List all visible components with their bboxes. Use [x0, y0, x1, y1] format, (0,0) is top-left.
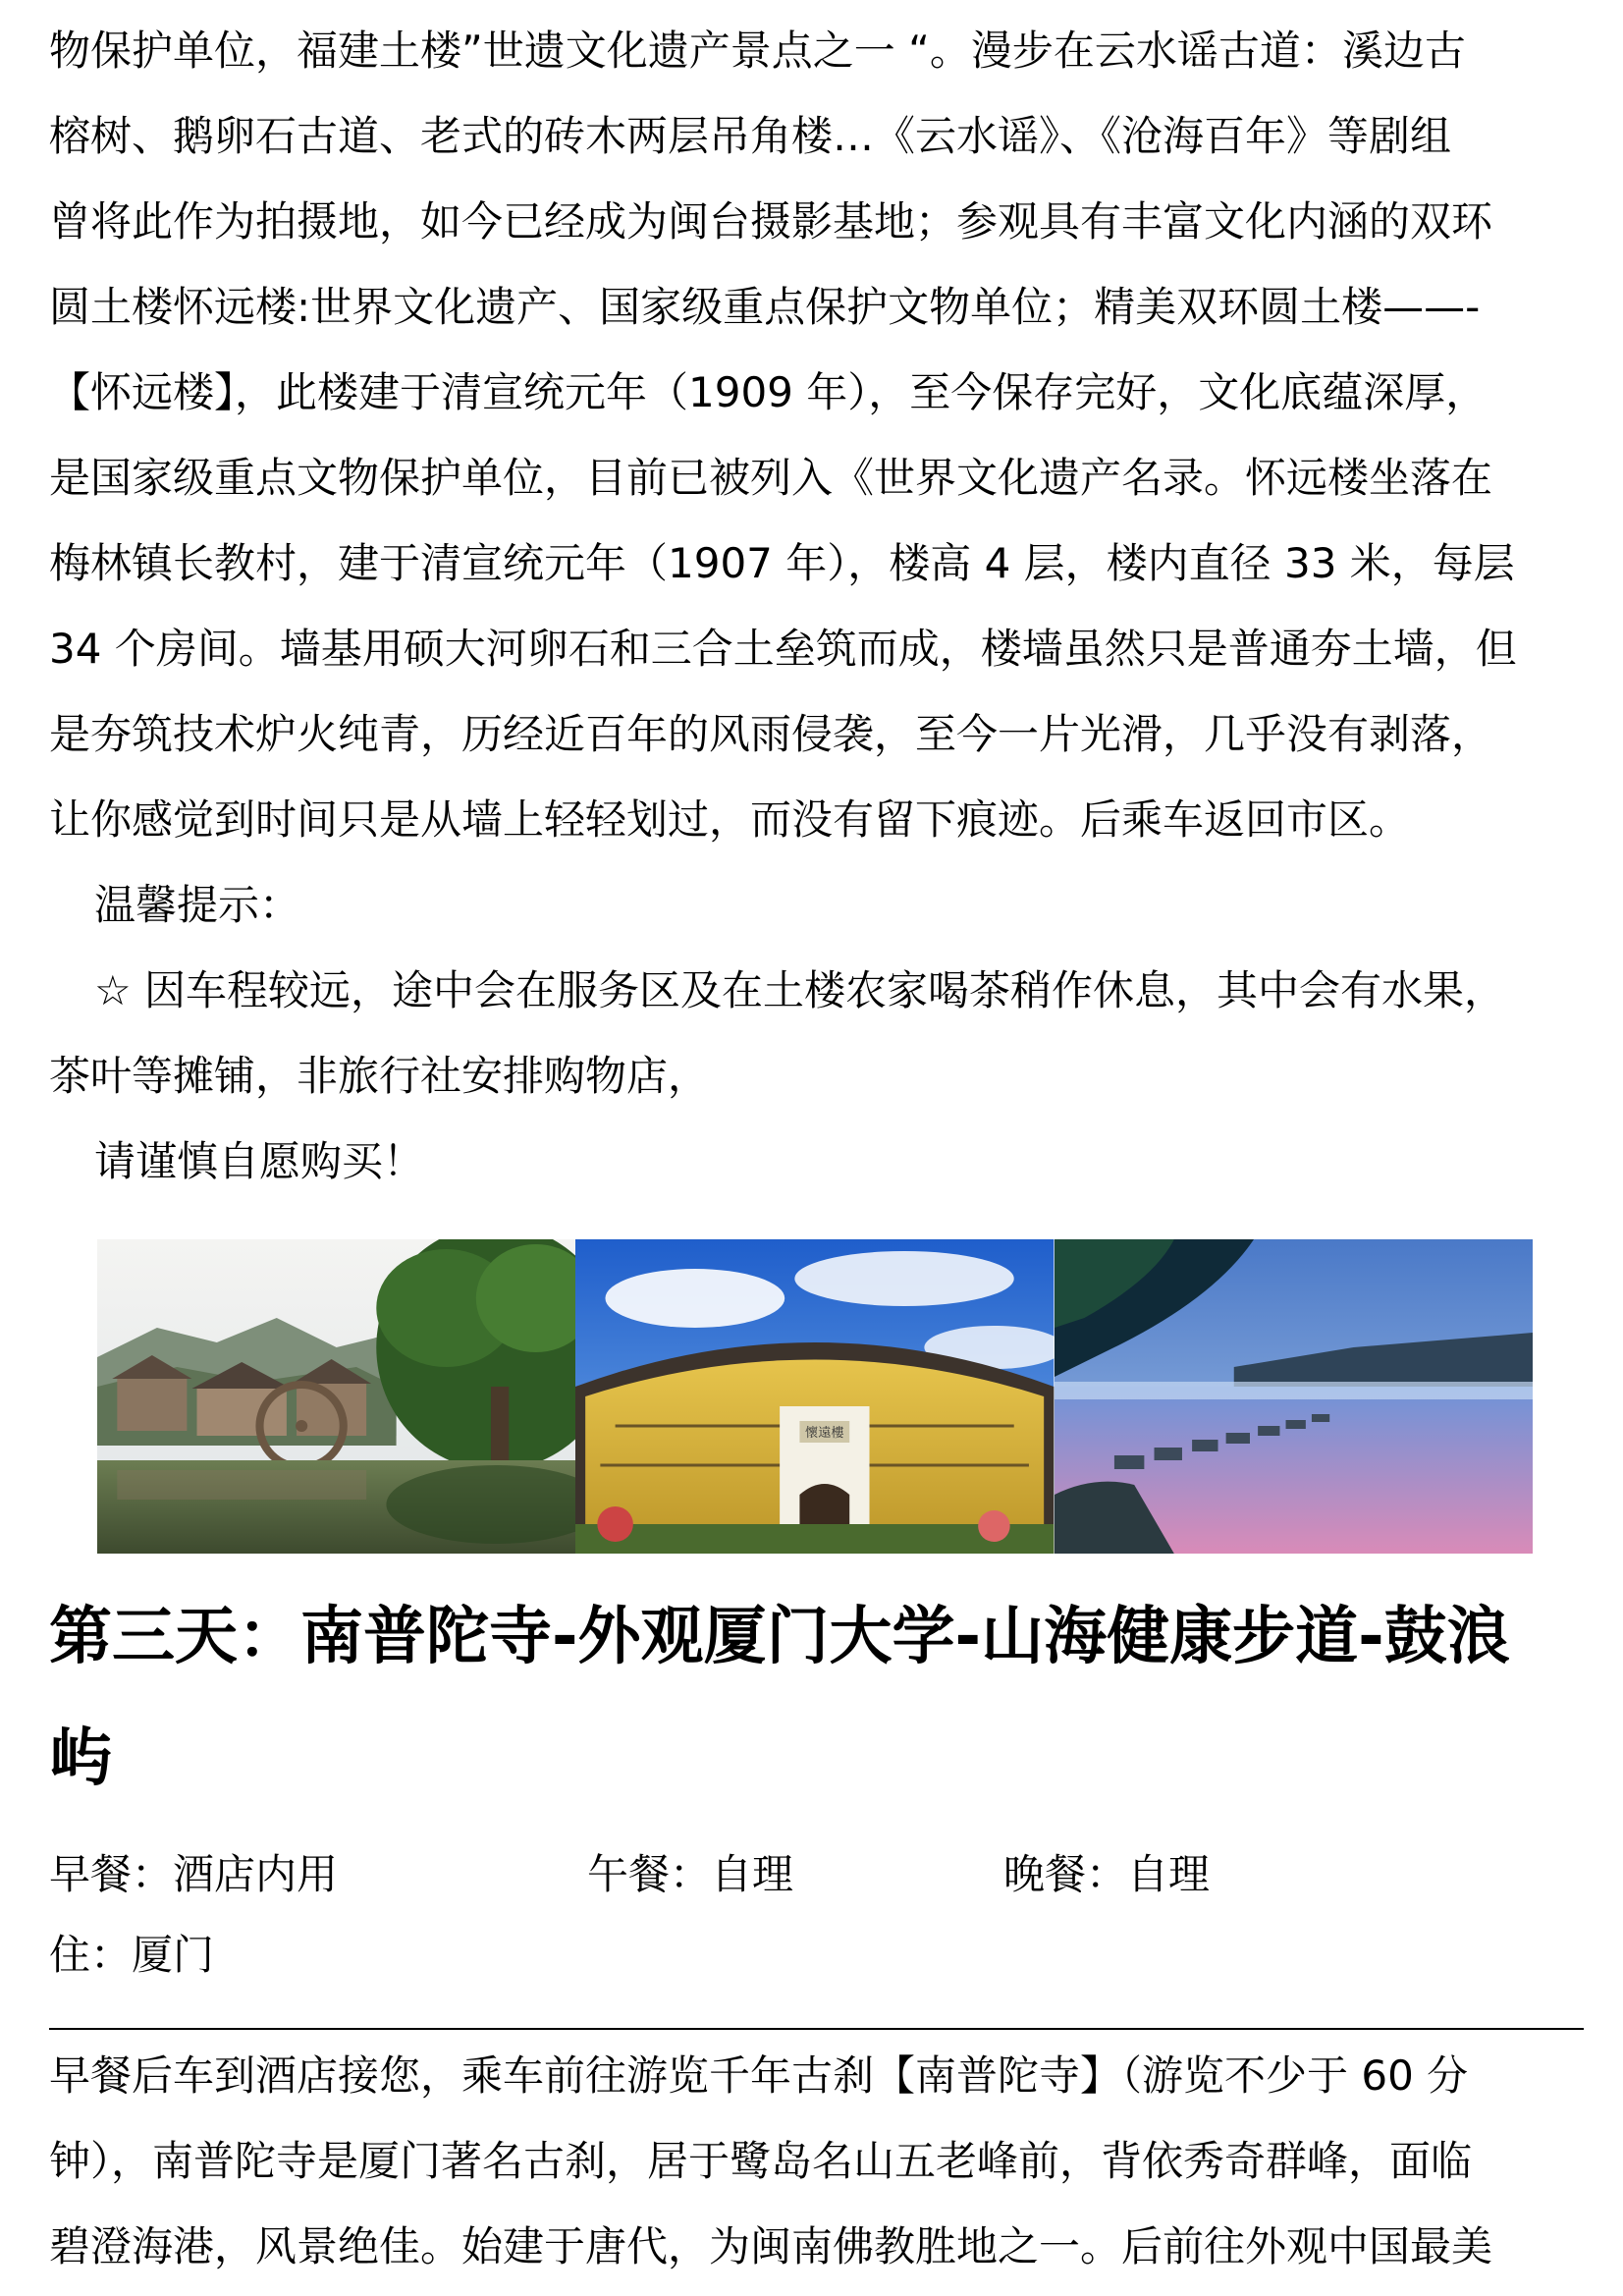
meal-info — [49, 1834, 1591, 1995]
text-line: 圆土楼怀远楼:世界文化遗产、国家级重点保护文物单位；精美双环圆土楼——- — [49, 283, 1481, 331]
text-line: 是国家级重点文物保护单位，目前已被列入《世界文化遗产名录。怀远楼坐落在 — [49, 454, 1493, 502]
tips-title: 温馨提示： — [94, 881, 301, 929]
text-line: 【怀远楼】，此楼建于清宣统元年（1909 年），至今保存完好，文化底蕴深厚， — [49, 368, 1488, 416]
text-line: 曾将此作为拍摄地，如今已经成为闽台摄影基地；参观具有丰富文化内涵的双环 — [49, 197, 1493, 246]
breakfast-info: 早餐：酒店内用 — [49, 1850, 339, 1898]
meal-row — [49, 1834, 1591, 1915]
stay-info: 住：厦门 — [49, 1931, 215, 1979]
text-line: 让你感觉到时间只是从墙上轻轻划过，而没有留下痕迹。后乘车返回市区。 — [49, 795, 1411, 844]
text-line: 是夯筑技术炉火纯青，历经近百年的风雨侵袭，至今一片光滑，几乎没有剥落， — [49, 710, 1493, 758]
day3-title — [49, 1576, 1591, 1820]
tips-line: 茶叶等摊铺，非旅行社安排购物店， — [49, 1052, 710, 1100]
day3-paragraph — [49, 2033, 1591, 2289]
intro-paragraph — [49, 8, 1591, 1204]
text-line: 榕树、鹅卵石古道、老式的砖木两层吊角楼…《云水谣》、《沧海百年》等剧组 — [49, 112, 1452, 160]
lunch-info: 午餐：自理 — [587, 1850, 794, 1898]
photo-river-stepping-stones — [1055, 1239, 1533, 1554]
text-line: 34 个房间。墙基用硕大河卵石和三合土垒筑而成，楼墙虽然只是普通夯土墙，但 — [49, 625, 1517, 673]
photo-huaiyuan-tulou — [575, 1239, 1054, 1554]
stay-row — [49, 1915, 1591, 1995]
text-line: 梅林镇长教村，建于清宣统元年（1907 年），楼高 4 层，楼内直径 33 米，每层 — [49, 539, 1515, 587]
photo-strip — [97, 1239, 1533, 1554]
tulou-sign-text: 懷遠樓 — [805, 1426, 844, 1441]
dinner-info: 晚餐：自理 — [1003, 1850, 1211, 1898]
tips-caution: 请谨慎自愿购买！ — [94, 1137, 425, 1185]
text-line: 钟），南普陀寺是厦门著名古刹，居于鹭岛名山五老峰前，背依秀奇群峰，面临 — [49, 2137, 1473, 2185]
text-line: 早餐后车到酒店接您，乘车前往游览千年古刹【南普陀寺】（游览不少于 60 分 — [49, 2051, 1469, 2100]
photo-yunshuiyao-village — [97, 1239, 575, 1554]
divider — [49, 2028, 1584, 2030]
tips-star-line: ☆ 因车程较远，途中会在服务区及在土楼农家喝茶稍作休息，其中会有水果， — [94, 966, 1506, 1014]
day3-title-line-1: 第三天：南普陀寺-外观厦门大学-山海健康步道-鼓浪 — [49, 1601, 1510, 1673]
text-line: 物保护单位，福建土楼”世遗文化遗产景点之一 “。漫步在云水谣古道：溪边古 — [49, 27, 1466, 75]
day3-title-line-2: 屿 — [49, 1722, 112, 1795]
text-line: 碧澄海港，风景绝佳。始建于唐代，为闽南佛教胜地之一。后前往外观中国最美 — [49, 2222, 1493, 2270]
